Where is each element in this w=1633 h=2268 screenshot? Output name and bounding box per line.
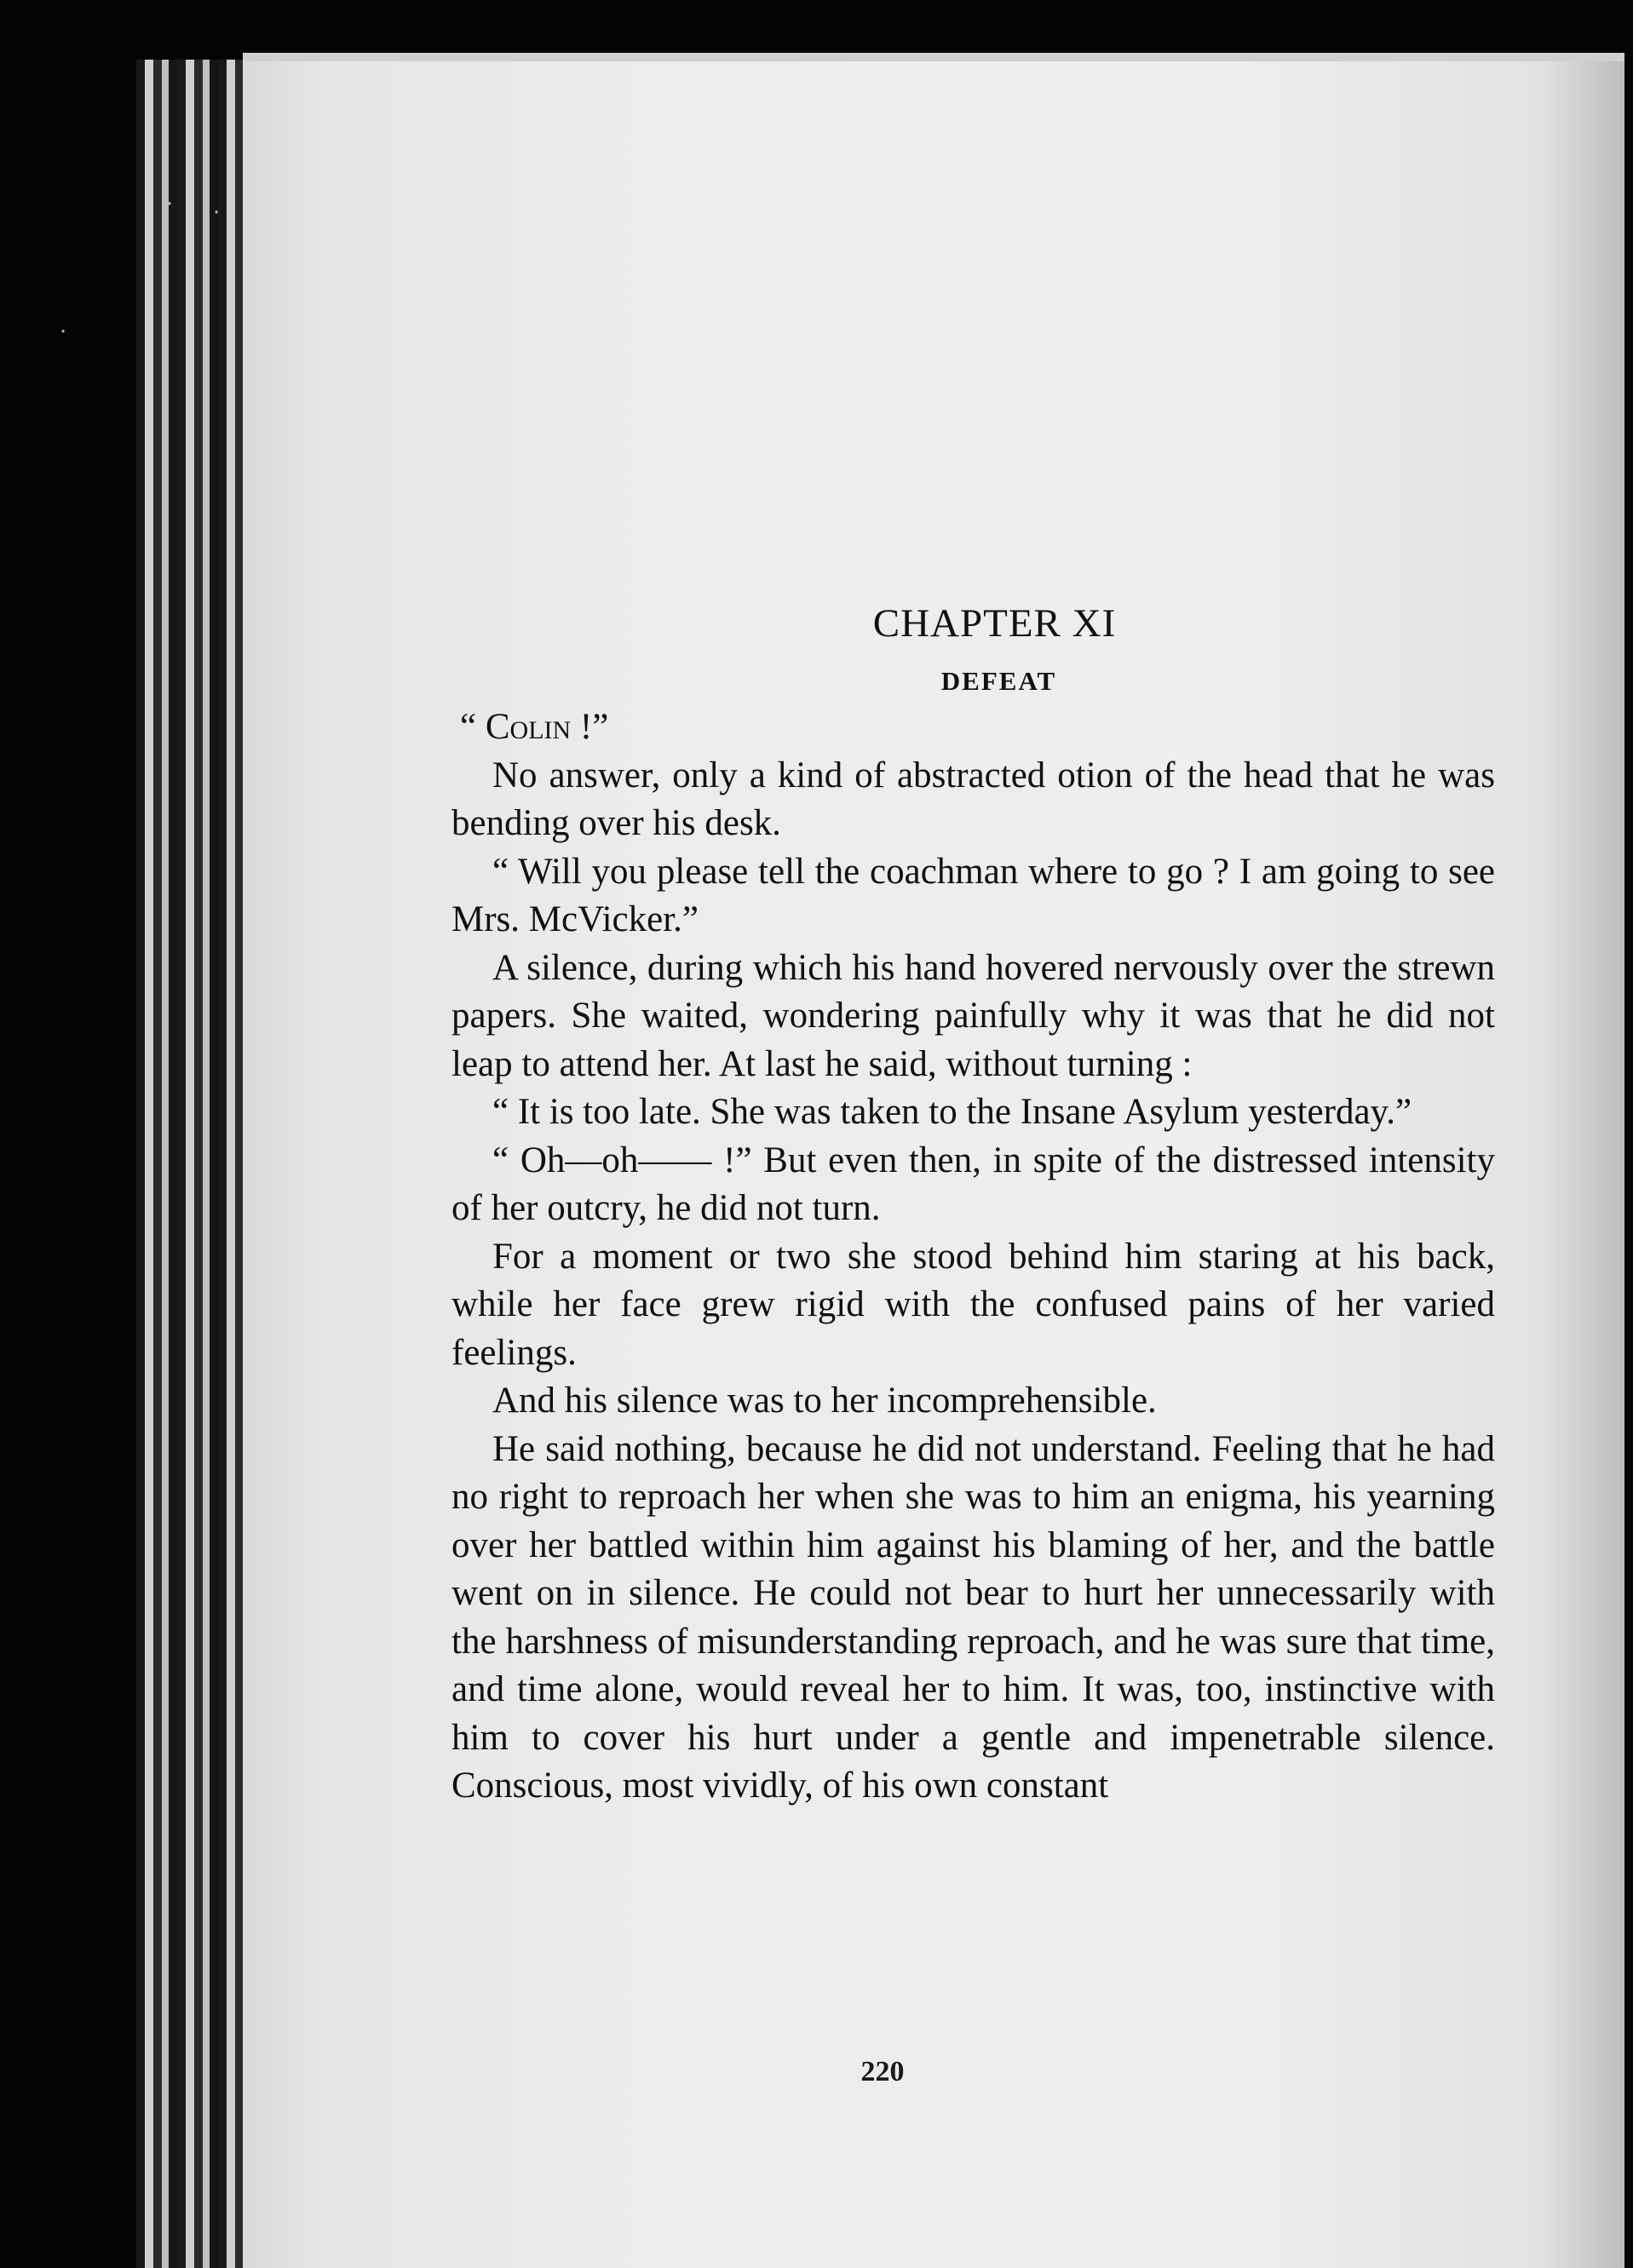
- paragraph: A silence, during which his hand hovered nervously over the strewn papers. She waited, wondering painfully why it was that he did not leap to attend her. At last he said, without turning :: [451, 947, 1495, 1084]
- book-binding-gutter: [136, 60, 247, 2268]
- chapter-title: CHAPTER XI: [872, 601, 1117, 646]
- paragraph: For a moment or two she stood behind him staring at his back, while her face grew rigid with the confused pains of her varied feelings.: [451, 1236, 1495, 1373]
- paragraph: And his silence was to her incomprehensible.: [492, 1381, 1157, 1421]
- chapter-subtitle: DEFEAT: [940, 666, 1057, 696]
- scan-artifact: ·: [213, 200, 221, 226]
- book-page: [243, 53, 1624, 2268]
- paragraph: He said nothing, because he did not understand. Feeling that he had no right to reproach her when she was to him an enigma, his yearning over her battled within him against his blaming of her, and the battle went on in silence. He could not bear to hurt her unnecessarily with the harshness of misunderstanding reproach, and he was sure that time, and time alone, would reveal her to him. It was, too, instinctive with him to cover his hurt under a gentle and impenetrable silence. Conscious, most vividly, of his own constant: [451, 1428, 1495, 1806]
- scan-artifact: ·: [60, 319, 67, 345]
- paragraph: “ Oh—oh—— !” But even then, in spite of the distressed intensity of her outcry, he did not turn.: [451, 1140, 1495, 1228]
- paragraph: “ Colin !”: [460, 707, 609, 747]
- page-top-edge: [243, 53, 1624, 61]
- page-text-block: [451, 598, 1495, 1811]
- page-number: [243, 2056, 1624, 2088]
- paragraph: No answer, only a kind of abstracted otion of the head that he was bending over his desk.: [451, 755, 1495, 843]
- scan-artifact: ·: [166, 192, 174, 217]
- paragraph: “ It is too late. She was taken to the Insane Asylum yesterday.”: [492, 1092, 1412, 1132]
- page-number-text: 220: [860, 2056, 905, 2087]
- paragraph: “ Will you please tell the coachman where to go ? I am going to see Mrs. McVicker.”: [451, 851, 1495, 939]
- chapter-body: [451, 703, 1495, 1811]
